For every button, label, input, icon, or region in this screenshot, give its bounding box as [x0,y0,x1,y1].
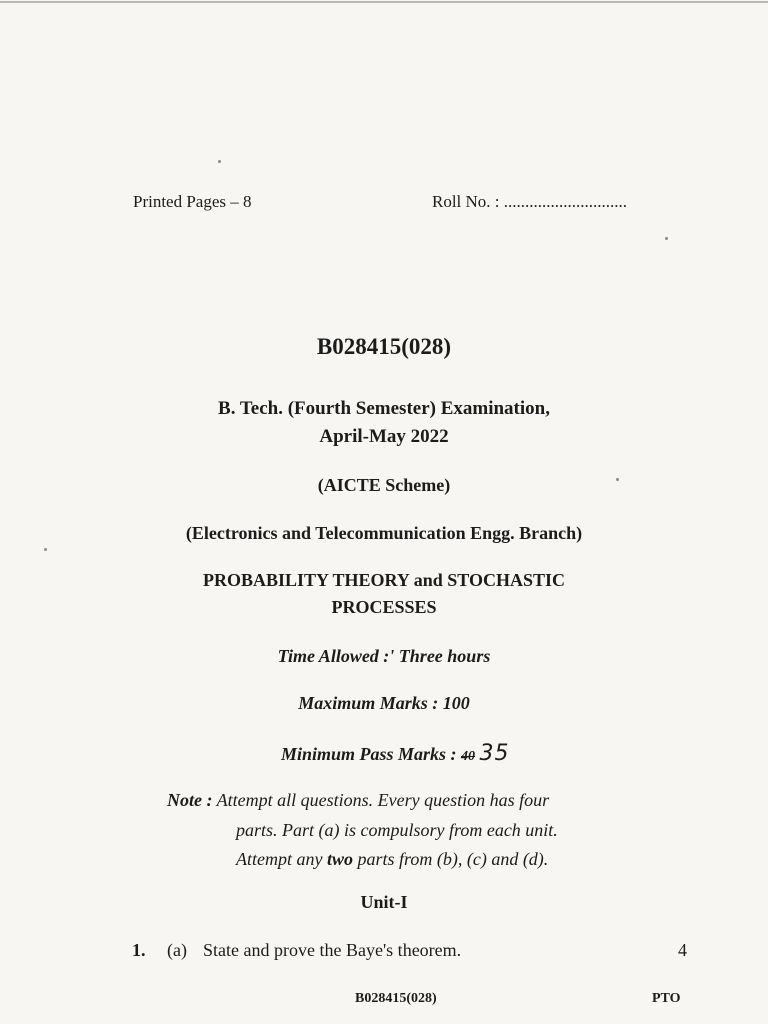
scan-speck [218,160,221,163]
unit-heading: Unit-I [360,892,408,912]
note-line3-bold: two [326,849,353,869]
scheme: (AICTE Scheme) [317,475,451,495]
handwritten-pass-value: 35 [479,741,510,766]
scan-speck [44,548,47,551]
note-line1 [167,790,549,811]
subject-line1: PROBABILITY THEORY and STOCHASTIC [203,570,565,590]
roll-number-field: Roll No. : ............................. [432,192,628,211]
minimum-pass-label: Minimum Pass Marks : [281,744,457,764]
footer-pto: PTO [652,991,681,1006]
question-marks: 4 [678,940,687,960]
note-text-line2: parts. Part (a) is compulsory from each unit. [236,820,558,840]
paper-code: B028415(028) [316,334,452,359]
minimum-pass-marks [281,741,510,766]
note-line3-pre: Attempt any [236,849,323,869]
scan-edge-line [0,1,768,3]
exam-title-line2: April-May 2022 [319,426,449,447]
struck-pass-value: 40 [461,749,476,764]
note-line3 [236,849,548,870]
question-text: State and prove the Baye's theorem. [203,940,462,960]
subject-line2: PROCESSES [331,597,437,617]
question-part: (a) [167,940,187,960]
time-allowed: Time Allowed :' Three hours [277,646,491,666]
printed-pages: Printed Pages – 8 [133,192,252,211]
note-label: Note : [167,790,213,810]
note-line3-post: parts from (b), (c) and (d). [357,849,549,869]
question-number: 1. [132,940,146,960]
branch: (Electronics and Telecommunication Engg. Branch) [185,523,583,543]
footer-paper-code: B028415(028) [355,991,437,1006]
scan-speck [665,237,668,240]
exam-title-line1: B. Tech. (Fourth Semester) Examination, [218,398,550,419]
note-text-line1: Attempt all questions. Every question has four [216,790,550,810]
maximum-marks: Maximum Marks : 100 [298,693,470,713]
